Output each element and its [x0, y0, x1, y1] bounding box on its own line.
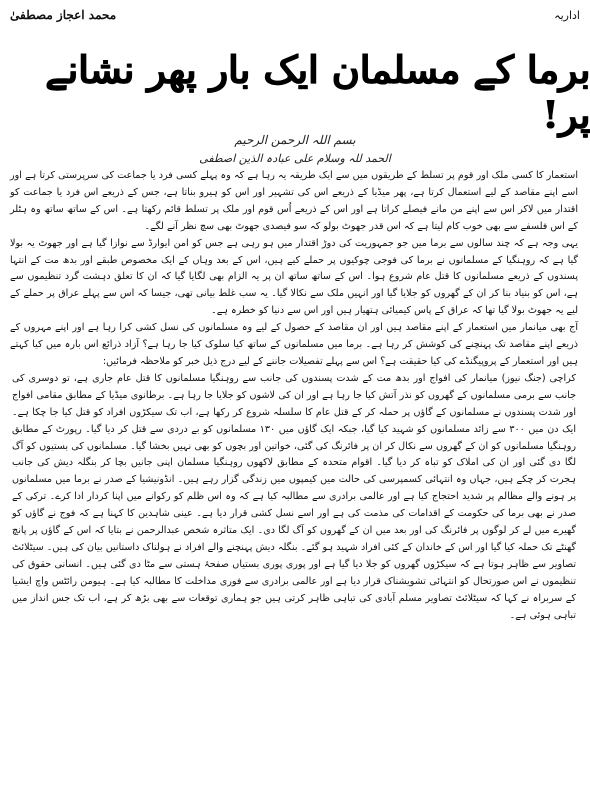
hamd-line: الحمد للہ وسلام علی عبادہ الذین اصطفی: [199, 152, 391, 165]
author-name: محمد اعجاز مصطفیٰ: [10, 8, 117, 22]
page-header: [10, 4, 580, 26]
news-quote: کراچی (جنگ نیوز) میانمار کی افواج اور بدھ مت کے شدت پسندوں کی جانب سے روہنگیا مسلمانوں کا قتل عام جاری ہے، تو دوسری کی جانب سے برمی مسلمانوں کے گھروں کو نذر آتش کیا جا رہا ہے اور ان کی لاشوں کو جلایا جا رہا ہے۔ برطانوی میڈیا کے مطابق مقامی افواج اور شدت پسندوں نے مسلمانوں کے گاؤں پر حملہ کر کے قتل عام کا سلسلہ شروع کر رکھا ہے، اب تک سیکڑوں افراد کو قتل کیا جا چکا ہے۔ ایک دن میں ۳۰۰ سے زائد مسلمانوں کو شہید کیا گیا، جبکہ ایک گاؤں میں ۱۳۰ مسلمانوں کو بے دردی سے قتل کر دیا گیا۔ رپورٹ کے مطابق روہنگیا مسلمانوں کو ان کے گھروں سے نکال کر ان پر فائرنگ کی گئی، خواتین اور بچوں کو بھی نہیں بخشا گیا۔ مسلمانوں کی بستیوں کو آگ لگا دی گئی اور ان کی املاک کو تباہ کر دیا گیا۔ اقوام متحدہ کے مطابق لاکھوں روہنگیا مسلمان اپنی جانیں بچا کر بنگلہ دیش کی جانب ہجرت کر چکے ہیں، جہاں وہ انتہائی کسمپرسی کی حالت میں کیمپوں میں زندگی گزار رہے ہیں۔ انڈونیشیا کے صدر نے برما میں مسلمانوں پر ہونے والے مظالم پر شدید احتجاج کیا ہے اور عالمی برادری سے مطالبہ کیا ہے کہ وہ اس ظلم کو رکوانے میں اپنا کردار ادا کرے۔ ترکی کے صدر نے بھی برما کی حکومت کے اقدامات کی مذمت کی ہے اور اسے نسل کشی قرار دیا ہے۔ عینی شاہدین کا کہنا ہے کہ فوج نے گاؤں کو گھیرے میں لے کر لوگوں پر فائرنگ کی اور بعد میں ان کے گھروں کو آگ لگا دی۔ ایک متاثرہ شخص عبدالرحمن نے بتایا کہ اس کے گاؤں پر پانچ گھنٹے تک حملہ کیا گیا اور اس کے خاندان کے کئی افراد شہید ہو گئے۔ بنگلہ دیش پہنچنے والے افراد نے ہولناک داستانیں بیان کی ہیں۔ سیٹلائٹ تصاویر سے ظاہر ہوتا ہے کہ سیکڑوں گھروں کو جلا دیا گیا ہے اور پوری پوری بستیاں صفحۂ ہستی سے مٹا دی گئی ہیں۔ انسانی حقوق کی تنظیموں نے اس صورتحال کو انتہائی تشویشناک قرار دیا ہے اور عالمی برادری سے فوری مداخلت کا مطالبہ کیا ہے۔ ہیومن رائٹس واچ ایشیا کے سربراہ نے کہا کہ سیٹلائٹ تصاویر مسلم آبادی کی تباہی ظاہر کرتی ہیں جو ہماری توقعات سے بھی بڑھ کر ہے، اب تک جس انداز میں تباہی ہوئی ہے۔: [12, 372, 576, 621]
section-label: اداریہ: [554, 8, 580, 22]
page-title: برما کے مسلمان ایک بار پھر نشانے پر!: [44, 47, 590, 137]
article-body: [10, 168, 578, 780]
paragraph-2: یہی وجہ ہے کہ چند سالوں سے برما میں جو جمہوریت کی دوڑ اقتدار میں ہو رہی ہے جس کو امن ایوارڈ سے نوازا گیا ہے اور جھوٹ یہ بولا گیا ہے کہ روہنگیا کے مسلمانوں نے برما کی فوجی چوکیوں پر حملے کیے ہیں، اس کے بعد وہاں کے ایک مخصوص طبقے اور بدھ مت کے انتہا پسندوں کے ذریعے مسلمانوں کا قتل عام شروع ہوا۔ اس کے ساتھ ساتھ ان پر یہ الزام بھی لگایا گیا کہ ان کا تعلق دہشت گرد تنظیموں سے ہے، اس کو بنیاد بنا کر ان کے گھروں کو جلایا گیا اور انہیں ملک سے نکالا گیا۔ یہ سب غلط بیانی تھی، جیسا کہ اس سے پہلے عراق پر حملے کے لیے یہ جھوٹ بولا گیا تھا کہ عراق کے پاس کیمیائی ہتھیار ہیں اور اس سے دنیا کو خطرہ ہے۔: [10, 237, 578, 317]
bismillah-line: بسم اللہ الرحمن الرحیم: [234, 133, 356, 147]
paragraph-3: آج بھی میانمار میں استعمار کے اپنے مقاصد ہیں اور ان مقاصد کے حصول کے لیے وہ مسلمانوں کی نسل کشی کرا رہا ہے اور اپنے مہروں کے ذریعے اپنے مقاصد تک پہنچنے کی کوشش کر رہا ہے۔ برما میں مسلمانوں کے ساتھ کیا سلوک کیا جا رہا ہے؟ آزاد ذرائع اس بارہ میں کیا کہتے ہیں اور استعمار کے پروپیگنڈے کی کیا حقیقت ہے؟ اس سے پہلے تفصیلات جاننے کے لیے درج ذیل خبر کو ملاحظہ فرمائیں:: [10, 322, 578, 367]
title-block: [0, 47, 590, 137]
paragraph-1: استعمار کا کسی ملک اور قوم پر تسلط کے طریقوں میں سے ایک طریقہ یہ رہا ہے کہ وہ پہلے کسی فرد یا جماعت کی سرپرستی کرتا ہے اور اسے اپنے مقاصد کے لیے استعمال کرتا ہے، پھر میڈیا کے ذریعے اس کی تشہیر اور اس کو ہیرو بناتا ہے، جس کے ذریعے اس فرد یا جماعت کو اقتدار میں لاکر اس سے اپنے من مانے فیصلے کراتا ہے اور اس کے ذریعے اُس قوم اور ملک پر تسلط قائم رکھتا ہے۔ اس کے ساتھ ساتھ وہ ہٹلر کے اس فلسفے سے بھی خوب کام لیتا ہے کہ اس قدر جھوٹ بولو کہ سو فیصدی جھوٹ بھی سچ نظر آنے لگے۔: [10, 170, 578, 232]
